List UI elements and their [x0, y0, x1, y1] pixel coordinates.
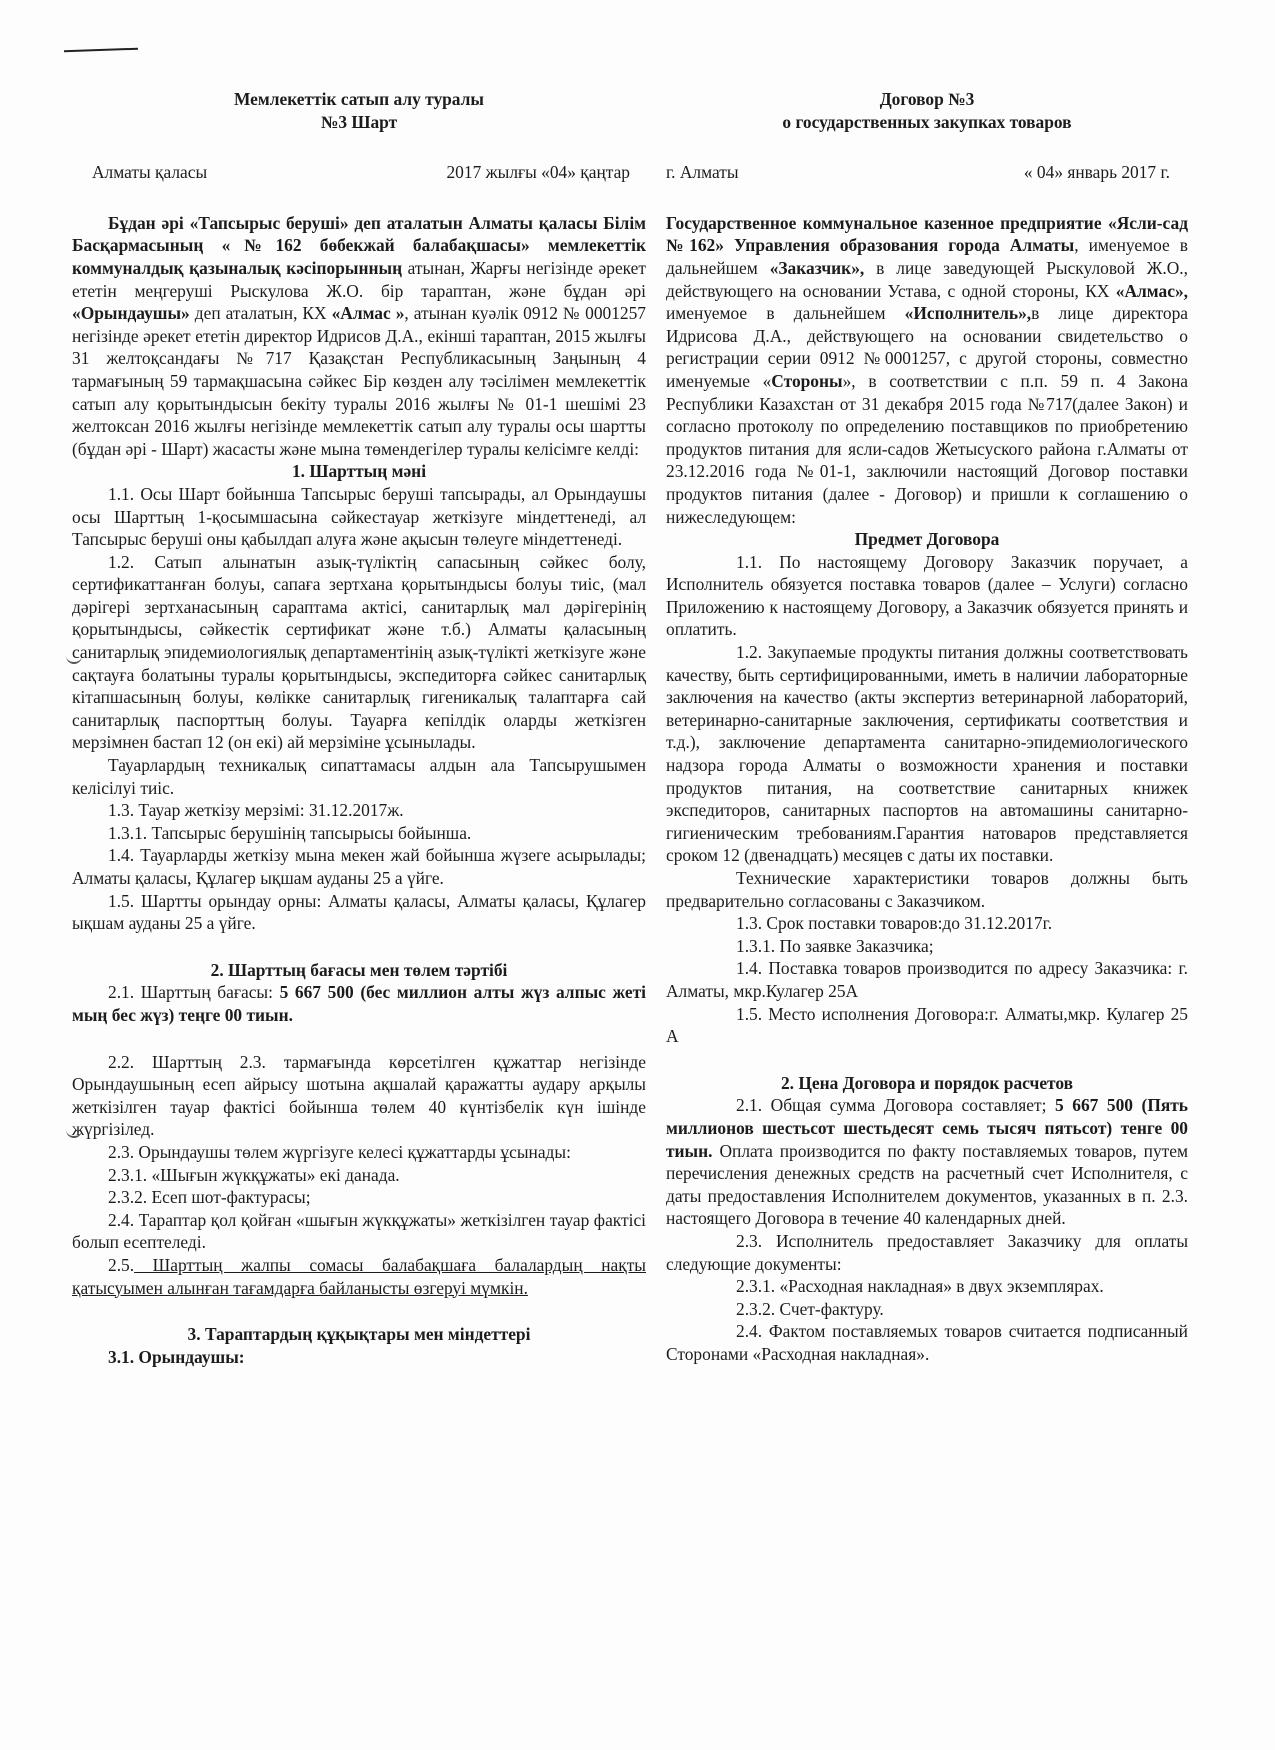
ru-clause-2-1-payment: Оплата производится по факту поставляемых товаров, путем перечисления денежных средств на расчетный счет Исполнителя, с даты предоставления Исполнителем документов, указанных в п. 2.3. настоящего Договора в течение 40 календарных дней.: [666, 1140, 1188, 1229]
kz-section-2-heading: 2. Шарттың бағасы мен төлем тәртібі: [210, 959, 508, 980]
kz-clause-1-2-note: Тауарлардың техникалық сипаттамасы алдын ала Тапсырушымен келісілуі тиіс.: [72, 755, 646, 798]
ru-clause-2-1: [666, 1094, 1188, 1230]
kz-title-line2: №3 Шарт: [320, 111, 398, 132]
kz-preamble-part: , атынан куәлік 0912 № 0001257 негізінде әрекет ететін директор Идрисов Д.А., екінші тараптан, 2015 жылғы 31 желтоқсандағы №717 Қазақстан Республикасының Заңының 4 тармағының 59 тармақшасына сәйкес Бір көзден алу тәсілімен мемлекеттік сатып алу қорытындысын бекіту туралы 2016 жылғы № 01-1 шешімі 23 желтоксан 2016 жылғы негізінде мемлекеттік сатып алу туралы осы шартты (бұдан әрі - Шарт) жасасты және мына төмендегілер туралы келісімге келді:: [72, 303, 646, 459]
kz-date: 2017 жылғы «04» қаңтар: [446, 162, 630, 183]
ru-preamble-part: Государственное коммунальное казенное предприятие «Ясли-сад №162» Управления образования города Алматы: [666, 212, 1188, 256]
ru-clause-2-1-label: 2.1. Общая сумма Договора составляет;: [736, 1095, 1055, 1116]
kz-clause-1-4: 1.4. Тауарларды жеткізу мына мекен жай бойынша жүзеге асырылады; Алматы қаласы, Құлагер ықшам ауданы 25 а үйге.: [72, 845, 646, 888]
ru-city: г. Алматы: [666, 162, 739, 183]
kazakh-column: [72, 88, 646, 1368]
ru-section-2-heading: 2. Цена Договора и порядок расчетов: [780, 1072, 1074, 1093]
kz-clause-2-3-1: 2.3.1. «Шығын жүкқұжаты» екі данада.: [108, 1164, 400, 1185]
ru-clause-1-3: 1.3. Срок поставки товаров:до 31.12.2017г.: [736, 913, 1053, 934]
ru-clause-1-1: 1.1. По настоящему Договору Заказчик поручает, а Исполнитель обязуется поставка товаров (далее – Услуги) согласно Приложению к настоящему Договору, а Заказчик обязуется принять и оплатить.: [666, 551, 1188, 640]
ru-title-line2: о государственных закупках товаров: [782, 111, 1072, 132]
kz-clause-2-3-2: 2.3.2. Есеп шот-фактурасы;: [108, 1187, 311, 1208]
kz-clause-2-1-label: 2.1. Шарттың бағасы:: [108, 982, 280, 1003]
ru-date: « 04» январь 2017 г.: [1023, 162, 1170, 183]
ru-place-date: [666, 161, 1188, 184]
ru-clause-2-3-1: 2.3.1. «Расходная накладная» в двух экземплярах.: [736, 1276, 1104, 1297]
kz-preamble-part: Бұдан әрі «Тапсырыс беруші» деп аталатын Алматы қаласы Білім Басқармасының «№162 бөбекжай балабақшасы» мемлекеттік коммуналдық қазыналық кәсіпорынның: [72, 212, 646, 278]
kz-preamble: [72, 212, 646, 461]
ru-preamble-part: «Заказчик»,: [769, 257, 865, 278]
ru-preamble: [666, 212, 1188, 528]
kz-clause-2-4: 2.4. Тараптар қол қойған «шығын жүкқұжаты» жеткізілген тауар фактісі болып есептеледі.: [72, 1209, 646, 1253]
russian-column: [666, 88, 1188, 1365]
ru-title-line1: Договор №3: [879, 89, 975, 109]
ru-preamble-part: «Исполнитель»,: [904, 303, 1032, 324]
ru-clause-2-3-2: 2.3.2. Счет-фактуру.: [736, 1298, 884, 1319]
ru-section-1-heading: Предмет Договора: [854, 529, 1000, 550]
kz-preamble-part: атынан, Жарғы негізінде әрекет ететін меңгеруші Рыскулова Ж.О. бір тараптан, және бұдан әрі: [72, 257, 646, 301]
kz-preamble-part: «Орындаушы»: [72, 303, 190, 324]
kz-place-date: [72, 161, 646, 184]
ru-preamble-part: «Алмас»,: [1115, 280, 1188, 301]
ru-preamble-part: именуемое в дальнейшем: [666, 303, 905, 324]
ru-clause-1-3-1: 1.3.1. По заявке Заказчика;: [736, 935, 934, 956]
kz-clause-2-5: [72, 1254, 646, 1299]
kz-section-1-heading: 1. Шарттың мәні: [291, 461, 427, 482]
ru-clause-1-2-note: Технические характеристики товаров должны быть предварительно согласованы с Заказчиком.: [666, 868, 1188, 911]
kz-section-3-heading: 3. Тараптардың құқықтары мен міндеттері: [187, 1324, 531, 1345]
ru-preamble-part: », в соответствии с п.п. 59 п. 4 Закона Республики Казахстан от 31 декабря 2015 года №717(далее Закон) и согласно протоколу по определению поставщиков по приобретению продуктов питания для ясли-садов Жетысуского района г.Алматы от 23.12.2016 года №01-1, заключили настоящий Договор поставки продуктов питания (далее - Договор) и пришли к соглашению о нижеследующем:: [666, 370, 1188, 527]
ru-clause-1-5: 1.5. Место исполнения Договора:г. Алматы,мкр. Кулагер 25 А: [666, 1003, 1188, 1047]
ru-clause-2-3: 2.3. Исполнитель предоставляет Заказчику для оплаты следующие документы:: [666, 1230, 1188, 1274]
spacer: [72, 1299, 646, 1323]
kz-contract-amount: 5 667 500 (бес миллион алты жүз алпыс жеті мың бес жүз) теңге 00 тиын.: [72, 982, 646, 1025]
ru-contract-amount: 5 667 500 (Пять миллионов шестьсот шестьдесят семь тысяч пятьсот) тенге 00 тиын.: [666, 1095, 1188, 1161]
kz-clause-2-5-number: 2.5.: [108, 1254, 135, 1275]
kz-city: Алматы қаласы: [92, 162, 208, 183]
kz-clause-1-2: 1.2. Сатып алынатын азық-түліктің сапасының сәйкес болу, сертификаттанған болуы, сапаға зертхана қорытындысы болуы тиіс, (мал дәрігері зертханасының сараптама актісі, санитарлық мал дәрігерінің қорытындысы, сәйкестік сертификат және т.б.) Алматы қаласының санитарлық эпидемиологиялық департаментінің азық-түлікті жеткізуге және сақтауға болатыны туралы қорытындысы, экспедиторға сәйкес санитарлық кітапшасының болуы, көлікке санитарлық гигеникалық талаптарға сай санитарлық паспорттың болуы. Тауарға кепілдік оларды жеткізген мерзімнен бастап 12 (он екі) ай мерзіміне ұсынылады.: [72, 551, 646, 753]
ru-preamble-part: в лице директора Идрисова Д.А., действующего на основании свидетельство о регистрации серии 0912 №0001257, с другой стороны, совместно именуемые «: [666, 303, 1188, 391]
kz-clause-1-5: 1.5. Шартты орындау орны: Алматы қаласы, Алматы қаласы, Құлагер ықшам ауданы 25 а үйге.: [72, 890, 646, 934]
ru-preamble-part: , именуемое в дальнейшем: [666, 235, 1188, 278]
kz-clause-1-1: 1.1. Осы Шарт бойынша Тапсырыс беруші тапсырады, ал Орындаушы осы Шарттың 1-қосымшасына сәйкестауар жеткізуге міндеттенеді, ал Тапсырыс беруші оны қабылдап алуға және ақысын төлеуге міндеттенеді.: [72, 483, 646, 550]
kz-clause-2-3: 2.3. Орындаушы төлем жүргізуге келесі құжаттарды ұсынады:: [108, 1141, 571, 1162]
ru-preamble-part: в лице заведующей Рыскуловой Ж.О., действующего на основании Устава, с одной стороны, КХ: [666, 257, 1188, 301]
ru-clause-1-2: 1.2. Закупаемые продукты питания должны соответствовать качеству, быть сертифицированными, иметь в наличии лабораторные заключения на качество (акты экспертиз ветеринарной лабораторий, ветеринарно-санитарные заключения, сертификаты соответствия и т.д.), заключение департамента санитарно-эпидемиологического надзора города Алматы о возможности хранения и поставки продуктов питания, на соответствие санитарных книжек экспедиторов, санитарных паспортов на автомашины санитарно-гигиеническим требованиям.Гарантия натоваров представляется сроком 12 (двенадцать) месяцев с даты их поставки.: [666, 642, 1188, 866]
kz-preamble-part: деп аталатын, КХ: [189, 303, 332, 324]
kz-title-line1: Мемлекеттік сатып алу туралы: [234, 89, 484, 109]
kz-clause-3-1: 3.1. Орындаушы:: [108, 1346, 245, 1367]
kz-clause-2-1: [72, 981, 646, 1026]
ru-preamble-part: Стороны: [771, 370, 843, 391]
spacer: [72, 1027, 646, 1051]
ru-clause-2-4: 2.4. Фактом поставляемых товаров считается подписанный Сторонами «Расходная накладная».: [666, 1321, 1188, 1364]
kz-clause-2-2: 2.2. Шарттың 2.3. тармағында көрсетілген құжаттар негізінде Орындаушының есеп айрысу шотына ақшалай қаражатты аудару арқылы жеткізілген тауар фактісі бойынша төлем 40 күнтізбелік күн ішінде жүргізілед.: [72, 1051, 646, 1140]
spacer: [666, 1048, 1188, 1072]
kz-clause-2-5-text: Шарттың жалпы сомасы балабақшаға балалардың нақты қатысуымен алынған тағамдарға байланысты өзгеруі мүмкін.: [72, 1254, 646, 1298]
kz-clause-1-3-1: 1.3.1. Тапсырыс берушінің тапсырысы бойынша.: [108, 822, 472, 843]
kz-preamble-part: «Алмас »: [331, 303, 405, 324]
spacer: [72, 935, 646, 959]
scan-pen-mark: [64, 48, 138, 53]
kz-clause-1-3: 1.3. Тауар жеткізу мерзімі: 31.12.2017ж.: [108, 800, 404, 821]
ru-clause-1-4: 1.4. Поставка товаров производится по адресу Заказчика: г. Алматы, мкр.Кулагер 25А: [666, 958, 1188, 1001]
